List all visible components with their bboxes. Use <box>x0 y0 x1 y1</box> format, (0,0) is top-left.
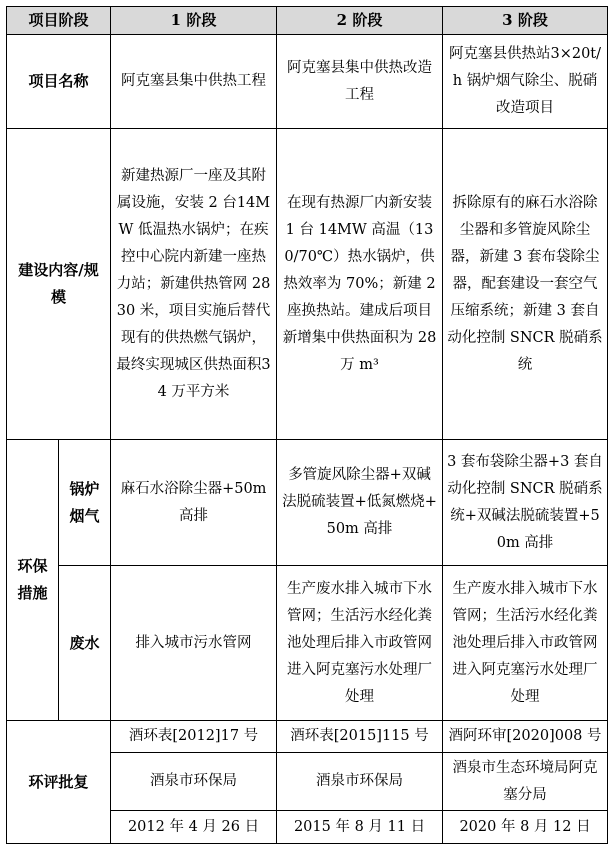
boiler-emission-phase-2-text: 多管旋风除尘器+双碱法脱硫装置+低氮燃烧+50m 高排 <box>282 467 437 537</box>
wastewater-row <box>7 566 608 721</box>
project-name-phase-2-text: 阿克塞县集中供热改造工程 <box>287 59 433 103</box>
wastewater-label: 废水 <box>59 566 111 721</box>
env-measures-label: 环保措施 <box>7 440 59 721</box>
construction-row <box>7 129 608 440</box>
eia-authority-phase-2 <box>277 753 443 811</box>
wastewater-phase-1 <box>111 566 277 721</box>
eia-date-phase-2: 2015 年 8 月 11 日 <box>277 811 443 844</box>
wastewater-phase-3 <box>443 566 608 721</box>
construction-phase-3-text: 拆除原有的麻石水浴除尘器和多管旋风除尘器，新建 3 套布袋除尘器，配套建设一套空气压缩系统；新建 3 套自动化控制 SNCR 脱硝系统 <box>447 194 603 373</box>
project-name-phase-2 <box>277 35 443 129</box>
eia-authority-phase-2-text: 酒泉市环保局 <box>316 773 404 789</box>
construction-phase-1-text: 新建热源厂一座及其附属设施，安装 2 台14MW 低温热水锅炉；在疾控中心院内新建一座热力站；新建供热管网 2830 米，项目实施后替代现有的供热燃气锅炉，最终实现城区供热面积34 万平方米 <box>116 167 271 400</box>
project-name-label: 项目名称 <box>7 35 111 129</box>
project-name-phase-1-text: 阿克塞县集中供热工程 <box>121 73 267 89</box>
eia-approval-label: 环评批复 <box>7 721 111 844</box>
eia-authority-phase-3-text: 酒泉市生态环境局阿克塞分局 <box>452 759 598 803</box>
boiler-emission-label: 锅炉烟气 <box>59 440 111 566</box>
header-label: 项目阶段 <box>7 7 111 35</box>
project-phase-table-sheet <box>6 6 607 844</box>
project-name-phase-3 <box>443 35 608 129</box>
wastewater-phase-1-text: 排入城市污水管网 <box>135 634 252 651</box>
construction-label: 建设内容/规模 <box>7 129 111 440</box>
eia-authority-phase-1-text: 酒泉市环保局 <box>150 773 238 789</box>
header-phase-3: 3 阶段 <box>443 7 608 35</box>
boiler-emission-phase-2 <box>277 440 443 566</box>
eia-authority-phase-1 <box>111 753 277 811</box>
boiler-emission-row <box>7 440 608 566</box>
eia-doc-number-row <box>7 721 608 753</box>
wastewater-phase-3-text: 生产废水排入城市下水管网；生活污水经化粪池处理后排入市政管网进入阿克塞污水处理厂处理 <box>452 580 598 705</box>
boiler-emission-phase-3 <box>443 440 608 566</box>
wastewater-phase-2-text: 生产废水排入城市下水管网；生活污水经化粪池处理后排入市政管网进入阿克塞污水处理厂处理 <box>287 580 433 705</box>
project-phase-table <box>6 6 608 844</box>
project-name-row <box>7 35 608 129</box>
eia-authority-phase-3 <box>443 753 608 811</box>
eia-date-phase-1: 2012 年 4 月 26 日 <box>111 811 277 844</box>
boiler-emission-phase-1-text: 麻石水浴除尘器+50m 高排 <box>120 480 267 524</box>
construction-phase-2 <box>277 129 443 440</box>
project-name-phase-3-text: 阿克塞县供热站3×20t/h 锅炉烟气除尘、脱硝改造项目 <box>448 46 602 116</box>
eia-doc-number-phase-2: 酒环表[2015]115 号 <box>277 721 443 753</box>
boiler-emission-phase-1 <box>111 440 277 566</box>
boiler-emission-phase-3-text: 3 套布袋除尘器+3 套自动化控制 SNCR 脱硝系统+双碱法脱硫装置+50m 高排 <box>447 453 603 551</box>
wastewater-phase-2 <box>277 566 443 721</box>
eia-doc-number-phase-1: 酒环表[2012]17 号 <box>111 721 277 753</box>
construction-phase-2-text: 在现有热源厂内新安装 1 台 14MW 高温（130/70℃）热水锅炉，供热效率为 70%；新建 2 座换热站。建成后项目新增集中供热面积为 28 万 m³ <box>282 194 437 373</box>
header-phase-2: 2 阶段 <box>277 7 443 35</box>
eia-doc-number-phase-3: 酒阿环审[2020]008 号 <box>443 721 608 753</box>
header-phase-1: 1 阶段 <box>111 7 277 35</box>
construction-phase-3 <box>443 129 608 440</box>
eia-date-phase-3: 2020 年 8 月 12 日 <box>443 811 608 844</box>
construction-phase-1 <box>111 129 277 440</box>
project-name-phase-1 <box>111 35 277 129</box>
header-row <box>7 7 608 35</box>
